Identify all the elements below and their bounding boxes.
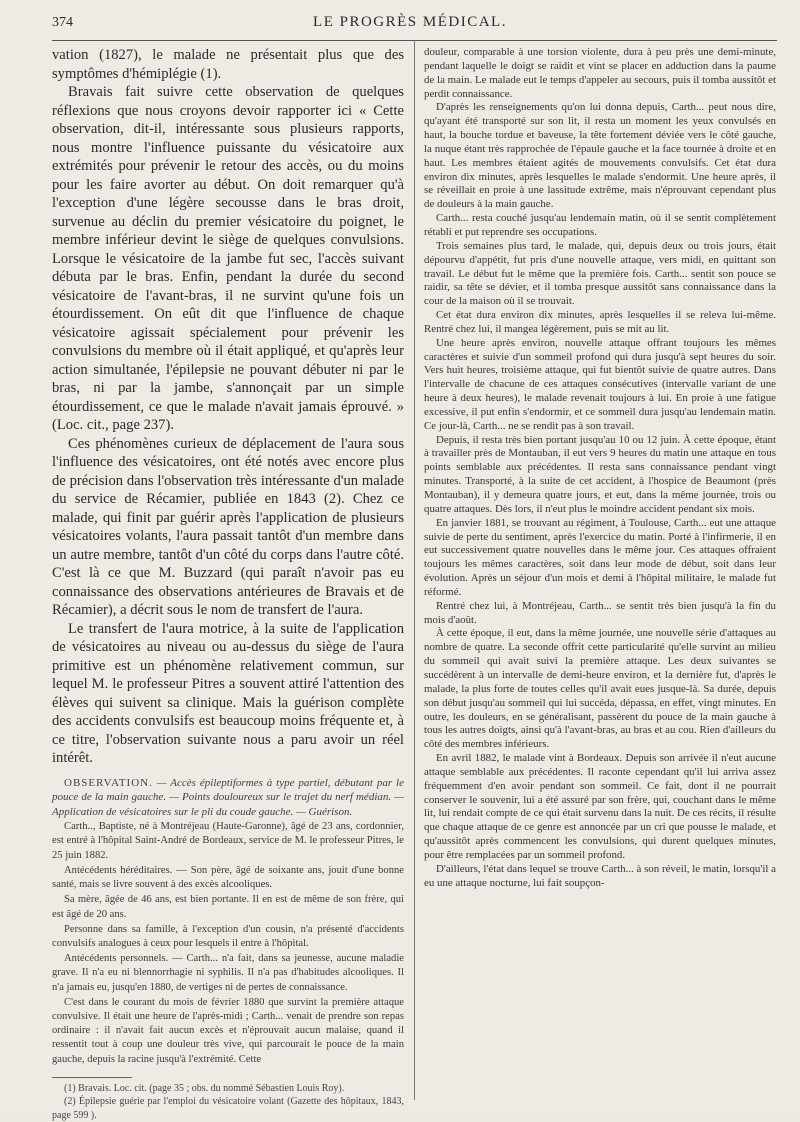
footnotes: [52, 1082, 404, 1122]
observation-heading: [52, 776, 404, 820]
journal-title: LE PROGRÈS MÉDICAL.: [313, 14, 507, 30]
paragraph: Le transfert de l'aura motrice, à la suite de l'application de vésicatoires au niveau ou au-dessus du siège de l'aura primitive est un phénomène relativement commun, sur lequel M. le professeur Pitres a souvent attiré l'attention des élèves qui suivent sa clinique. Mais la guérison complète des accidents convulsifs est beaucoup moins fréquente et, à ce titre, l'observation suivante nous a paru avoir un réel intérêt.: [52, 620, 404, 766]
page-number: 374: [52, 15, 73, 30]
paragraph: Carth... resta couché jusqu'au lendemain matin, où il se sentit complètement rétabli et put reprendre ses occupations.: [424, 212, 776, 238]
paragraph: douleur, comparable à une torsion violente, dura à peu près une demi-minute, pendant laquelle le doigt se raidit et vint se placer en adduction dans la paume de la main. Le malade eut le temps d'appeler au secours, puis il tomba aussitôt et perdit connaissance.: [424, 46, 776, 100]
left-column: [52, 46, 404, 1121]
column-divider: [414, 40, 415, 1100]
paragraph: D'après les renseignements qu'on lui donna depuis, Carth... peut nous dire, qu'ayant été transporté sur son lit, il resta un moment les yeux convulsés en haut, la bouche tordue et baveuse, la tête fortement déviée vers le côté gauche, la nuque étant très rapprochée de l'épaule gauche et la face tournée à droite et en haut. Les membres étaient agités de mouvements convulsifs. Cet état dura environ dix minutes, après lesquelles le malade s'endormit. Une heure après, il se réveillait en proie à une lassitude extrême, mais n'éprouvant cependant plus de douleurs à la main gauche.: [424, 101, 776, 211]
paragraph: Carth.., Baptiste, né à Montréjeau (Haute-Garonne), âgé de 23 ans, cordonnier, est entré à l'hôpital Saint-André de Bordeaux, service de M. le professeur Pitres, le 25 juin 1882.: [52, 821, 404, 861]
paragraph: Bravais fait suivre cette observation de quelques réflexions que nous croyons devoir rapporter ici « Cette observation, dit-il, intéressante sous plusieurs rapports, nous montre l'influence puissante du vésicatoire aux extrémités pour prévenir le retour des accès, ou du moins pour les faire avorter au début. On doit remarquer qu'à l'exception d'une légère secousse dans le bras droit, survenue au déclin du premier vésicatoire du poignet, le membre inférieur devint le siège de quelques convulsions. Lorsque le vésicatoire de la jambe fut sec, l'accès suivant débuta par le bras. Enfin, pendant la durée du second vésicatoire de l'avant-bras, il ne survint qu'une fois un étourdissement. On eût dit que l'influence de chaque vésicatoire agissait spécialement pour prévenir les convulsions du membre où il était appliqué, et qu'après leur action simultanée, l'épilepsie ne pouvant débuter ni par le bras, ni par la jambe, s'annonçait par un simple étourdissement, ce que le malade n'avait jamais éprouvé. » (Loc. cit., page 237).: [52, 84, 404, 433]
footnote-rule: [52, 1077, 132, 1078]
paragraph: D'ailleurs, l'état dans lequel se trouve Carth... à son réveil, le matin, lorsqu'il a eu une attaque nocturne, lui fait soupçon-: [424, 862, 776, 889]
right-text: [424, 46, 776, 890]
paragraph: vation (1827), le malade ne présentait plus que des symptômes d'hémiplégie (1).: [52, 47, 404, 82]
observation-title: — Accès épileptiformes à type partiel, débutant par le pouce de la main gauche. — Points douloureux sur le trajet du nerf médian. — Application de vésicatoires sur le pli du coude gauche. — Guérison.: [52, 776, 404, 818]
paragraph: C'est dans le courant du mois de février 1880 que survint la première attaque convulsive. Il était une heure de l'après-midi ; Carth... venait de prendre son repas ordinaire : il n'avait fait aucun excès et n'éprouvait aucun malaise, quand il ressentit tout à coup une douleur très vive, qui parcourait le pouce de la main gauche, depuis la racine jusqu'à l'extrémité. Cette: [52, 996, 404, 1065]
paragraph: Antécédents héréditaires. — Son père, âgé de soixante ans, jouit d'une bonne santé, mais se livre souvent à des excès alcooliques.: [52, 864, 404, 891]
paragraph: Personne dans sa famille, à l'exception d'un cousin, n'a présenté d'accidents convulsifs analogues à ceux pour lesquels il entre à l'hôpital.: [52, 923, 404, 949]
paragraph: Une heure après environ, nouvelle attaque offrant toujours les mêmes caractères et suivie d'un sommeil profond qui dura jusqu'à sept heures du soir. Vers huit heures, troisième attaque, qui fut bientôt suivie de quatre autres. Dans l'intervalle de chacune de ces attaques consécutives (intervalle variant de une heure à deux heures), le malade revenait toujours à lui. En proie à une fatigue excessive, il put enfin s'endormir, et ce sommeil dura jusqu'au lendemain matin. Ce jour-là, Carth... ne se rendit pas à son travail.: [424, 336, 776, 432]
footnote: (2) Épilepsie guérie par l'emploi du vésicatoire volant (Gazette des hôpitaux, 1843, page 599 ).: [52, 1096, 404, 1121]
paragraph: En janvier 1881, se trouvant au régiment, à Toulouse, Carth... eut une attaque suivie de perte du sentiment, après l'exercice du matin. Porté à l'infirmerie, il en eut successivement quatre nouvelles dans le même jour. Ces attaques offraient toujours les mêmes caractères, soit dans leur mode de début, soit dans leur évolution. Après un séjour d'un mois et demi à l'hôpital militaire, le malade fut réformé.: [424, 516, 776, 598]
observation-body: [52, 820, 404, 1066]
page-header: [52, 14, 777, 36]
left-main-text: [52, 46, 404, 768]
paragraph: Antécédents personnels. — Carth... n'a fait, dans sa jeunesse, aucune maladie grave. Il n'a eu ni blennorrhagie ni syphilis. Il n'a pas d'habitudes alcooliques. Il n'a jamais eu, jusqu'en 1880, de vertiges ni de pertes de connaissance.: [52, 953, 404, 993]
paragraph: Rentré chez lui, à Montréjeau, Carth... se sentit très bien jusqu'à la fin du mois d'août.: [424, 599, 776, 626]
paragraph: Depuis, il resta très bien portant jusqu'au 10 ou 12 juin. À cette époque, étant à travailler près de Montauban, il eut vers 9 heures du matin une attaque en tous points semblable aux précédentes. Il resta sans connaissance pendant vingt minutes. Transporté, à la suite de cet accident, à l'hospice de Beaumont (près Montauban), il y demeura quatre jours, et eut, dans la même journée, trois ou quatre attaques. Dès lors, il n'eut plus le moindre accident pendant six mois.: [424, 433, 776, 515]
paragraph: À cette époque, il eut, dans la même journée, une nouvelle série d'attaques au nombre de quatre. La seconde offrit cette particularité qu'elle survint au milieu du sommeil qui avait suivi la première attaque. Les deux suivantes se succédèrent à un intervalle de demi-heure environ, et la dernière fut, d'après le malade, la plus forte de toutes celles qu'il avait eues jusque-là. Sa durée, depuis son début jusqu'au sommeil qui lui succéda, dépassa, en effet, vingt minutes. En outre, les douleurs, en se généralisant, passèrent du pouce de la main gauche à tous les autres doigts, ainsi qu'à l'avant-bras, au bras et au cou. Rien d'ailleurs du côté des membres inférieurs.: [424, 627, 776, 751]
paragraph: Trois semaines plus tard, le malade, qui, depuis deux ou trois jours, était dépourvu d'appétit, fut pris d'une nouvelle attaque, vers midi, en quittant son travail. Le début fut le même que la première fois. Carth... sentit son pouce se raidir, sa tête se dévier, et il tomba presque aussitôt sans connaissance dans la cour de la maison où il se trouvait.: [424, 239, 776, 308]
paragraph: Sa mère, âgée de 46 ans, est bien portante. Il en est de même de son frère, qui est âgé de 20 ans.: [52, 894, 404, 920]
observation-label: OBSERVATION.: [64, 776, 153, 789]
paragraph: Ces phénomènes curieux de déplacement de l'aura sous l'influence des vésicatoires, ont été notés avec encore plus de précision dans l'observation très intéressante d'un malade du service de Récamier, publiée en 1843 (2). Chez ce malade, qui finit par guérir après l'application de plusieurs vésicatoires volants, l'aura passait tantôt d'un membre dans un autre membre, tantôt d'un côté du corps dans l'autre côté. C'est là ce que M. Buzzard (qui paraît n'avoir pas eu connaissance des observations antérieures de Bravais et de Récamier), a décrit sous le nom de transfert de l'aura.: [52, 435, 404, 618]
right-column: [424, 46, 776, 1106]
paragraph: En avril 1882, le malade vint à Bordeaux. Depuis son arrivée il n'eut aucune attaque semblable aux précédentes. Il raconte cependant qu'il lui arriva assez fréquemment d'en avoir pendant son sommeil. Ce fait, dont il ne pourrait conserver le souvenir, lui a été assuré par son frère, qui, couchant dans le même lit, lui rendait compte de ce qui était survenu dans la nuit. De ces récits, il résulte que chaque attaque de ce genre est annoncée par un cri que pousse le malade, et qu'aussitôt après commencent les convulsions, qui durent quelques minutes, pour être remplacées par un sommeil profond.: [424, 752, 776, 861]
paragraph: Cet état dura environ dix minutes, après lesquelles il se releva lui-même. Rentré chez lui, il mangea légèrement, puis se mit au lit.: [424, 309, 776, 335]
footnote: (1) Bravais. Loc. cit. (page 35 ; obs. du nommé Sébastien Louis Roy).: [64, 1082, 345, 1094]
